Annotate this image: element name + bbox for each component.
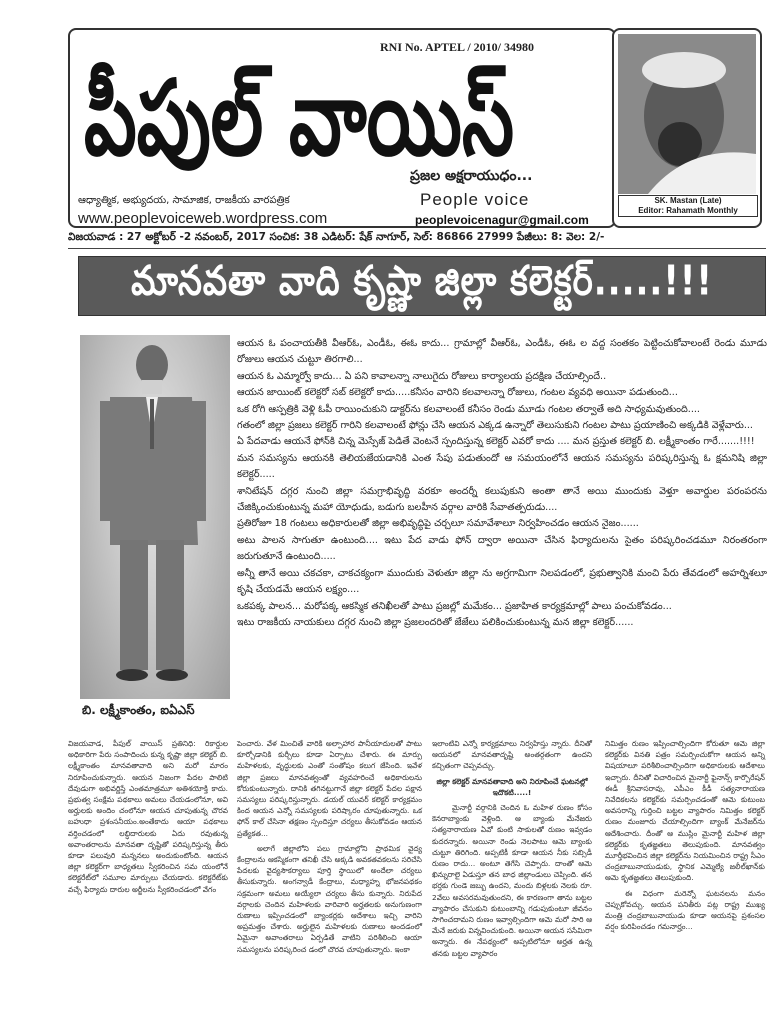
body-paragraph: మైనార్టీ వర్గానికి చెందిన ఓ మహిళ రుణం కోసం కెనరాబ్యాంకు వెళ్లింది. ఆ బ్యాంకు మేనేజరు సత్యనారాయణ ఏవో కుంటి సాకులతో రుణం ఇవ్వడం కుదరన్నారు. అయినా రెండు నెలపాటు ఆమె బ్యాంకు చుట్టూ తిరిగింది. అప్పటికీ కూడా ఆయన నీకు సబ్సిడీ రుణం రాదు... అంటూ తెగేసి చెప్పారు. దాంతో ఆమె ఖిన్నురాలై ఏడుస్తూ తన బాధ జిల్లాండులు చెప్పింది. తన భర్తకు గుండె జబ్బు ఉందని, మందు బిళ్లలకు నెలకు రూ. 2వేలు అవసరమవుతుందని, ఈ కారణంగా తాను బట్టల వ్యాపారం చేసుకుని కుటుంబాన్ని గడుపుకుంటూ జీవనం సాగించదామని రుణం ఇవ్వాల్సిందిగా ఆమె మరో సారి ఆ మేనే జరుకు విన్నవించుకుంది. అయినా ఆయన ససేమిరా అన్నారు. ఈ నేపథ్యంలో అప్పటిలోనూ అర్హత ఉన్న తనకు బట్టల వ్యాపారం xyxy=(432,803,592,958)
editor-title: Editor: Rahamath Monthly xyxy=(638,206,738,215)
dateline: విజయవాడ : 27 అక్టోబర్ -2 నవంబర్, 2017 సంచిక: 38 ఎడిటర్: షేక్ నాగూర్, సెల్: 86866 27999 పేజీలు: 8: వెల: 2/- xyxy=(68,231,605,243)
lead-paragraph: మన సమస్యను ఆయనకి తెలియజేయడానికి ఎంత సేపు పడుతుందో ఆ సమయంలోనే ఆయన సమస్యను పరిష్కరిస్తున్న ఓ క్షమనిషి జిల్లా కలెక్టర్..... xyxy=(237,452,767,481)
logo-text: పీపుల్ వాయిస్ xyxy=(84,57,514,179)
lead-paragraph: ఒక రోగి ఆస్పత్రికి వెళ్లి ఓపీ రాయించుకుని డాక్టర్‌ను కలవాలంటే కనీసం రెండు మూడు గంటల తర్వాతే అది సాధ్యమవుతుంది.... xyxy=(237,403,700,415)
lead-paragraph: అటు పాలన సాగుతూ ఉంటుంది.... ఇటు పేద వాడు ఫోన్ ద్వారా అయినా చేసిన ఫిర్యాదులను సైతం పరిష్కరించడమూ నిరంతరంగా జరుగుతూనే ఉంటుంది..... xyxy=(237,534,767,563)
email-link[interactable]: peoplevoicenagur@gmail.com xyxy=(415,213,589,227)
headline-bar xyxy=(78,256,766,316)
lead-paragraph: ఏ పేదవాడు ఆయనే ఫోన్‌కి చిన్న మెస్సేజ్ పెడితే వెంటనే స్పందిస్తున్న కలెక్టర్ ఎవరో కాదు .... మన ప్రస్తుత కలెక్టర్ బి. లక్ష్మీకాంతం గారే.......!!!! xyxy=(237,436,755,448)
subheading: జిల్లా కలెక్టర్ మానవతావాది అని నిరూపించే ఘటనల్లో ఇదొకటి.....! xyxy=(436,776,588,797)
tagline: ఆధ్యాత్మిక, అభ్యుదయ, సామాజిక, రాజకీయ వారపత్రిక xyxy=(78,195,290,206)
lead-paragraph: ఆయన ఓ ఎమ్మార్వో కాదు... ఏ పని కావాలన్నా నాలుగైదు రోజులు కార్యాలయ ప్రదక్షిణ చేయాల్సిందే.. xyxy=(237,370,607,382)
body-paragraph: అలాగే జిల్లాలోని పలు గ్రామాల్లోని ప్రాథమిక వైద్య కేంద్రాలను ఆకస్మికంగా తనిఖీ చేసి అక్కడి అవకతవకలను సరిచేసి పేదలకు వైద్యసౌకర్యాలు పూర్తి స్థాయిలో అందేలా చర్యలు తీసుకున్నారు. అంగన్వాడీ కేంద్రాలు, మధ్యాహ్న భోజనపథకం సక్రమంగా అమలు అయ్యేలా చర్యలు తీసు కున్నారు. నిరుపేద వర్గాలకు చెందిన మహిళలకు వారివారి అర్హతలకు అనుగుణంగా రుణాలు ఇప్పించడంలో బ్యాంకర్లకు ఆదేశాలు ఇచ్చి వారిని అప్రమత్తం చేశారు. అర్హులైన మహిళలకు రుణాలు అందడంలో ఏమైనా అవాంతరాలు ఏర్పడితే వాటిని పరిశీలించి ఆయా సమస్యలను పరిష్కరించ డంలో చొరవ చూపుతున్నారు. ఇంకా xyxy=(237,843,422,954)
lead-paragraph: ప్రతిరోజూ 18 గంటలు అధికారులతో జిల్లా అభివృద్ధిపై చర్చలూ సమావేశాలూ నిర్వహించడం ఆయన నైజం...... xyxy=(237,518,639,530)
slogan-telugu: ప్రజల అక్షరాయుధం... xyxy=(410,168,533,184)
website-link[interactable]: www.peoplevoiceweb.wordpress.com xyxy=(78,210,328,227)
body-column-4 xyxy=(605,738,765,936)
editor-box xyxy=(612,28,762,228)
body-column-3 xyxy=(432,738,592,963)
body-paragraph: విజయవాడ, పీపుల్ వాయిస్ ప్రతినిధి: రికార్డుల అధికారిగా పేరు సంపాదించు కున్న కృష్ణా జిల్లా కలెక్టర్ బి. లక్ష్మీకాంతం మానవతావాది అని మరో మారం నిరూపించుకున్నారు. ఆయన నిజంగా పేదల పాలిటి దేవుడుగా అభివర్ణిస్తే ఎంతమాత్రమూ అతిశయోక్తి కాదు. ప్రభుత్వ సంక్షేమ పథకాలు అమలు చేయడంలోనూ, అవి అర్హులకు అందిం చంలోనూ ఆయన చూపుతున్న చొరవ బహుధా ప్రశంసనీయం.అంతేకాదు ఆయా పథకాలు వర్తించడంలో లబ్ధిదారులకు ఏదు రవుతున్న అవాంతరాలను మానవతా దృష్టితో పరిష్కరిస్తున్న తీరు కూడా పలువురి మన్ననలు అందుకుంటోంది. ఆయన జిల్లా కలెక్టర్‌గా బాధ్యతలు స్వీకరించిన సమ యంలోనే కలెక్టరేట్‌లో సమూల మార్పులు చేయడారు. కలెక్టరేట్‌కు వచ్చే ఫిర్యాదు దారుల అర్జీలను స్వీకరించడంలో వేగం xyxy=(68,739,228,894)
divider xyxy=(68,248,766,249)
photo-caption: బి. లక్ష్మీకాంతం, ఐఏఎస్ xyxy=(82,703,195,717)
slogan-english: People voice xyxy=(420,190,530,209)
rni-number: RNI No. APTEL / 2010/ 34980 xyxy=(380,40,535,54)
newspaper-logo xyxy=(80,36,520,186)
lead-paragraph: అన్నీ తానే అయి చకచకా, చాకచక్యంగా ముందుకు వెళుతూ జిల్లా ను అగ్రగామిగా నిలపడంలో, ప్రభుత్వానికి మంచి పేరు తేవడంలో అహర్నిశలూ కృషి చేయడమే ఆయన లక్ష్యం.... xyxy=(237,567,767,596)
lead-article xyxy=(237,336,767,631)
lead-paragraph: శానిటేషన్ దగ్గర నుంచి జిల్లా సమగ్రాభివృద్ధి వరకూ అందర్నీ కలుపుకుని అంతా తానే అయి ముందుకు వెళ్తూ అవార్డుల పరంపరను చేజిక్కించుకుంటున్న మహా యోధుడు, బడుగు బలహీన వర్గాల వారికి సేవాతత్పరుడు.... xyxy=(237,485,767,514)
editor-caption xyxy=(618,195,758,217)
lead-paragraph: గతంలో జిల్లా ప్రజలు కలెక్టర్ గారిని కలవాలంటే ఫోన్లు చేసి ఆయన ఎక్కడ ఉన్నారో తెలుసుకుని గంటల పాటు ప్రయాణించి అక్కడికి వెళ్లేవారు... xyxy=(237,420,753,432)
body-column-2 xyxy=(237,738,422,959)
body-paragraph: ఇలాంటివి ఎన్నో కార్యక్రమాలు నిర్వహిస్తు న్నారు. దీనితో ఆయనలో మానవతాదృష్టి అంతర్గతంగా ఉందని కచ్చితంగా చెప్పవచ్చు. xyxy=(432,739,592,771)
editor-photo xyxy=(618,34,756,194)
lead-paragraph: ఆయన ఓ పంచాయతీకి వీఆర్ఓ, ఎండీఓ, ఈఓ కాదు... గ్రామాల్లో వీఆర్ఓ, ఎండీఓ, ఈఓ ల వద్ద సంతకం పెట్టించుకోవాలంటే రెండు మూడు రోజులు ఆయన చుట్టూ తిరగాలి... xyxy=(237,338,767,366)
collector-photo xyxy=(80,335,230,699)
collector-figure xyxy=(80,335,230,699)
body-paragraph: నిమిత్తం రుణం ఇప్పించాల్సిందిగా కోరుతూ ఆమె జిల్లా కలెక్టర్‌కు వినతి పత్రం సమర్పించుకోగా ఆయన అన్ని విషయాలూ పరిశీలించాల్సిందిగా అధికారులకు ఆదేశాలు ఇచ్చారు. దీనితో విచారించిన మైనార్టీ ఫైనాన్స్ కార్పొరేషన్ ఈడీ శ్రీనివాసరావు, ఎపీఎం కీడీ సత్యనారాయణ నివేదికలను కలెక్టర్‌కు సమర్పించడంతో ఆమె కుటుంబ అవసరాన్ని గుర్తించి బట్టల వ్యాపారం నిమిత్తం కలెక్టర్ రుణం మంజూరు చేయాల్సిందిగా బ్యాంక్ మేనేజర్‌ను ఆదేశించారు. దీంతో ఆ ముస్లిం మైనార్టీ మహిళ జిల్లా కలెక్టర్‌కు కృతజ్ఞతలు తెలుపుకుంది. మానవత్వం మూర్తీభవించిన జిల్లా కలెక్టర్‌ను నియమించిన రాష్ట్ర సీఎం చంద్రబాబునాయుడుకు, స్థానిక ఎమ్మెల్యే జలీల్‌ఖాన్‌కు ఆమె కృతజ్ఞతలు తెలుపుకుంది. xyxy=(605,739,765,883)
body-paragraph: ఈ విధంగా మరెన్నో ఘటనలను మనం చెప్పుకోవచ్చు. ఆయన పనితీరు పట్ల రాష్ట్ర ముఖ్య మంత్రి చంద్రబాబునాయుడు కూడా ఆయనపై ప్రశంసల వర్షం కురిపించడం గమనార్హం... xyxy=(605,888,765,932)
body-column-1 xyxy=(68,738,228,899)
lead-paragraph: ఒకపక్క పాలన... మరోపక్క ఆకస్మిక తనిఖీలతో పాటు ప్రజల్లో మమేకం... ప్రజాహిత కార్యక్రమాల్లో పాలు పంచుకోవడం... xyxy=(237,600,672,612)
lead-paragraph: ఇటు రాజకీయ నాయకులు దగ్గర నుంచి జిల్లా ప్రజలందరితో జేజేలు పలికించుకుంటున్న మన జిల్లా కలెక్టర్...... xyxy=(237,616,634,628)
masthead xyxy=(68,28,616,228)
editor-name: SK. Mastan (Late) xyxy=(654,196,722,205)
lead-paragraph: ఆయన జాయింట్ కలెక్టరో సబ్ కలెక్టరో కాదు.....కనీసం వారిని కలవాలన్నా రోజులు, గంటల వ్యవధి అయినా పడుతుంది... xyxy=(237,387,678,399)
body-paragraph: పెంచారు. వేళ మించితే వారికి అల్పాహార పానీయాదులతో పాటు కూర్చోడానికి కుర్చీలు కూడా ఏర్పాటు చేశారు. ఈ మార్పు మహిళలకు, వృద్ధులకు ఎంతో సంతోషం కలుగ జేసింది. ఇవేళ జిల్లా ప్రజలు మానవత్వంతో వ్యవహరించే అధికారులను కోరుకుంటున్నారు. దానికి తగినట్టుగానే జిల్లా కలెక్టర్ పేదల పక్షాన సమస్యలు పరిష్కరిస్తున్నారు. డయల్ యువర్ కలెక్టర్ కార్యక్రమం కింద ఆయన ఎన్నో సమస్యలకు పరిష్కారం చూపుతున్నారు. ఒక ఫోన్ కాల్ చేసినా తక్షణం స్పందిస్తూ చర్యలు తీసుకోవడం ఆయన ప్రత్యేకత... xyxy=(237,739,422,838)
headline: మానవతా వాది కృష్ణా జిల్లా కలెక్టర్.....!!! xyxy=(131,257,713,306)
